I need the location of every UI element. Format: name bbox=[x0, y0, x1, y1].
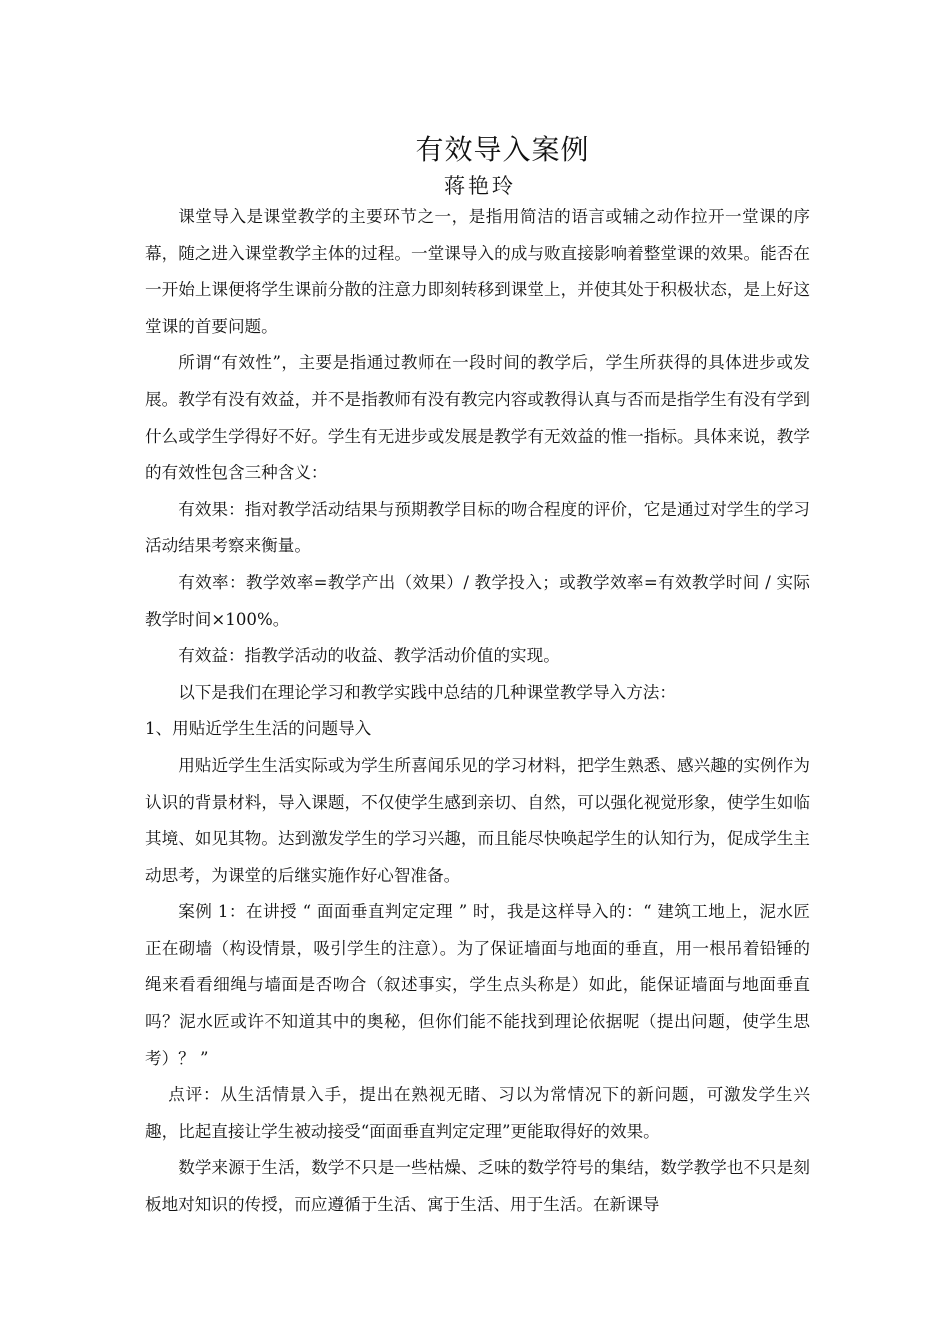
section-heading-1: 1、用贴近学生生活的问题导入 bbox=[145, 719, 372, 739]
document-title: 有效导入案例 bbox=[415, 133, 590, 166]
document-author: 蒋艳玲 bbox=[444, 174, 516, 198]
paragraph-effect: 有效果：指对教学活动结果与预期教学目标的吻合程度的评价，它是通过对学生的学习活动结果考察来衡量。 bbox=[145, 499, 810, 556]
paragraph-case-1: 案例 1：在讲授 “ 面面垂直判定定理 ” 时，我是这样导入的：“ 建筑工地上，泥水匠正在砌墙（构设情景，吸引学生的注意）。为了保证墙面与地面的垂直，用一根吊着铅锤的绳来看看细绳与墙面是否吻合（叙述事实，学生点头称是）如此，能保证墙面与地面垂直吗？泥水匠或许不知道其中的奥秘，但你们能不能找到理论依据呢（提出问题，使学生思考）？ ” bbox=[145, 902, 810, 1068]
paragraph-efficiency: 有效率：教学效率=教学产出（效果）/ 教学投入；或教学效率=有效教学时间 / 实际教学时间×100%。 bbox=[145, 572, 810, 629]
paragraph-effectiveness: 所谓“有效性”，主要是指通过教师在一段时间的教学后，学生所获得的具体进步或发展。教学有没有效益，并不是指教师有没有教完内容或教得认真与否而是指学生有没有学到什么或学生学得好不好。学生有无进步或发展是教学有无效益的惟一指标。具体来说，教学的有效性包含三种含义： bbox=[145, 353, 810, 483]
paragraph-intro: 课堂导入是课堂教学的主要环节之一，是指用简洁的语言或辅之动作拉开一堂课的序幕，随之进入课堂教学主体的过程。一堂课导入的成与败直接影响着整堂课的效果。能否在一开始上课便将学生课前分散的注意力即刻转移到课堂上，并使其处于积极状态，是上好这堂课的首要问题。 bbox=[145, 207, 810, 336]
paragraph-benefit: 有效益：指教学活动的收益、教学活动价值的实现。 bbox=[178, 646, 560, 666]
paragraph-comment: 点评：从生活情景入手，提出在熟视无睹、习以为常情况下的新问题，可激发学生兴趣，比起直接让学生被动接受“面面垂直判定定理”更能取得好的效果。 bbox=[145, 1085, 810, 1141]
document-body bbox=[145, 199, 810, 1224]
paragraph-math-life: 数学来源于生活，数学不只是一些枯燥、乏味的数学符号的集结，数学教学也不只是刻板地对知识的传授，而应遵循于生活、寓于生活、用于生活。在新课导 bbox=[145, 1158, 810, 1215]
paragraph-methods-intro: 以下是我们在理论学习和教学实践中总结的几种课堂教学导入方法： bbox=[178, 682, 676, 702]
paragraph-method-1: 用贴近学生生活实际或为学生所喜闻乐见的学习材料，把学生熟悉、感兴趣的实例作为认识的背景材料，导入课题，不仅使学生感到亲切、自然，可以强化视觉形象，使学生如临其境、如见其物。达到激发学生的学习兴趣，而且能尽快唤起学生的认知行为，促成学生主动思考，为课堂的后继实施作好心智准备。 bbox=[145, 755, 810, 885]
